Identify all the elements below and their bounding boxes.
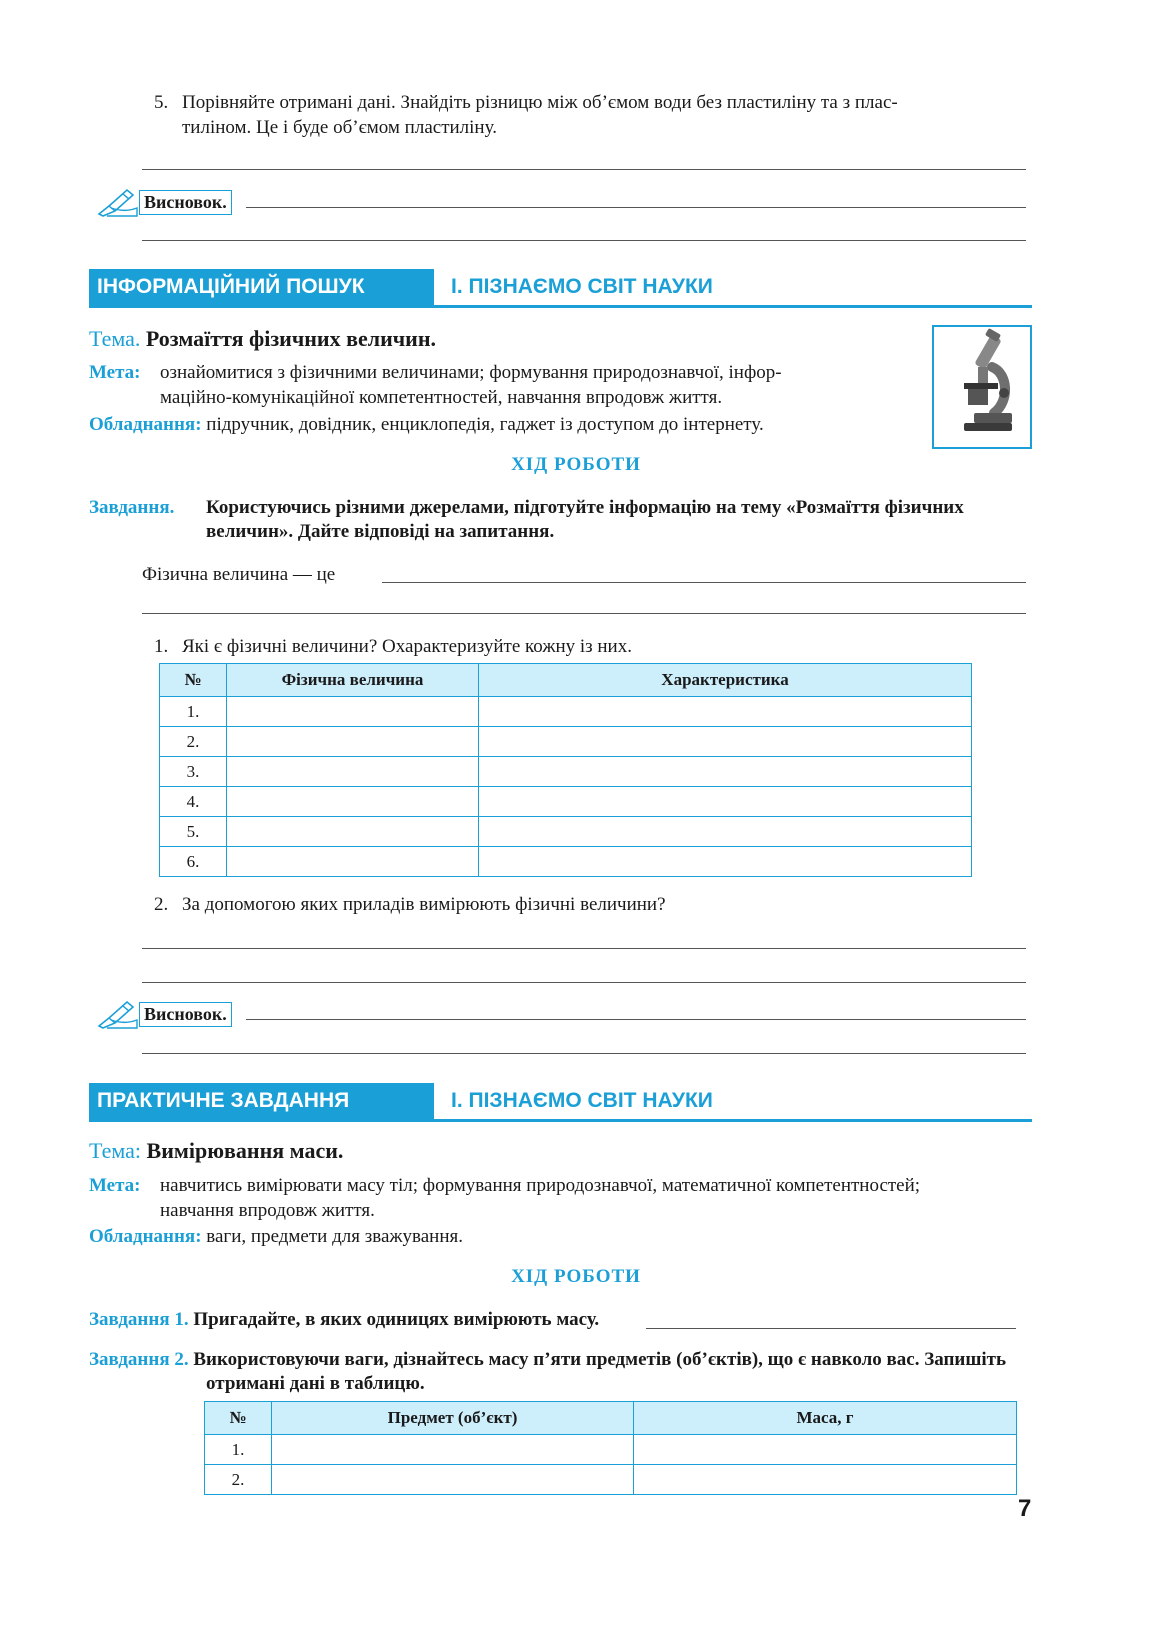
table-cell[interactable]: [227, 787, 479, 817]
conclusion-line[interactable]: [246, 1019, 1026, 1020]
equipment: [89, 412, 764, 437]
goal-line1: ознайомитися з фізичними величинами; формування природознавчої, інфор-: [160, 362, 782, 383]
table-cell[interactable]: [634, 1435, 1017, 1465]
table-cell[interactable]: [227, 727, 479, 757]
table-cell[interactable]: [479, 697, 972, 727]
mass-table: [204, 1401, 1017, 1495]
quantities-table: [159, 663, 972, 877]
definition-line[interactable]: [382, 582, 1026, 583]
table-row: [160, 757, 972, 787]
table-cell[interactable]: [479, 847, 972, 877]
table-row: [160, 727, 972, 757]
task2: [89, 1347, 1039, 1372]
answer-line[interactable]: [142, 1053, 1026, 1054]
table-header: №: [160, 664, 227, 697]
microscope-image: [932, 325, 1032, 449]
equipment: [89, 1224, 463, 1249]
goal-label: Мета:: [89, 362, 141, 383]
task2-label: Завдання 2.: [89, 1349, 189, 1370]
table-header: Характеристика: [479, 664, 972, 697]
table-cell[interactable]: [479, 787, 972, 817]
procedure-heading: ХІД РОБОТИ: [511, 1266, 641, 1287]
goal-line2: маційно-комунікаційної компетентностей, навчання впродовж життя.: [160, 387, 723, 408]
table-row: [160, 697, 972, 727]
table-row: [160, 787, 972, 817]
topic-label: Тема:: [89, 1138, 142, 1163]
task2-line2: отримані дані в таблицю.: [206, 1373, 425, 1394]
conclusion-label: Висновок.: [139, 1002, 232, 1027]
table-cell[interactable]: [227, 757, 479, 787]
goal-line1: навчитись вимірювати масу тіл; формування природознавчої, математичної компетентностей;: [160, 1175, 921, 1196]
pencil-hand-icon: [97, 186, 139, 218]
conclusion-block: [97, 186, 232, 218]
equipment-text: ваги, предмети для зважування.: [206, 1226, 463, 1247]
table-row: [205, 1435, 1017, 1465]
goal-label: Мета:: [89, 1175, 141, 1196]
section-title: ІНФОРМАЦІЙНИЙ ПОШУК: [89, 269, 434, 305]
row-number: 2.: [160, 727, 227, 757]
section-subtitle: І. ПІЗНАЄМО СВІТ НАУКИ: [451, 1089, 713, 1112]
item5-number: 5.: [154, 92, 169, 113]
definition-prompt: Фізична величина — це: [142, 564, 336, 585]
equipment-label: Обладнання:: [89, 414, 202, 435]
table-cell[interactable]: [479, 817, 972, 847]
q2-number: 2.: [154, 894, 169, 915]
task2-line1: Використовуючи ваги, дізнайтесь масу п’яти предметів (об’єктів), що є навколо вас. Запишіть: [193, 1349, 1007, 1370]
equipment-text: підручник, довідник, енциклопедія, гаджет із доступом до інтернету.: [206, 414, 764, 435]
section-header-practical: [89, 1083, 1032, 1122]
section-header-info-search: [89, 269, 1032, 308]
units-answer-line[interactable]: [646, 1328, 1016, 1329]
topic: [89, 325, 436, 353]
table-cell[interactable]: [479, 727, 972, 757]
table-header: Предмет (об’єкт): [272, 1402, 634, 1435]
table-header: Маса, г: [634, 1402, 1017, 1435]
q2-text: За допомогою яких приладів вимірюють фізичні величини?: [182, 894, 666, 915]
item5-line2: тиліном. Це і буде об’ємом пластиліну.: [182, 117, 497, 138]
task1-text: Пригадайте, в яких одиницях вимірюють масу.: [193, 1309, 600, 1330]
topic: [89, 1137, 343, 1165]
table-cell[interactable]: [272, 1465, 634, 1495]
q1-text: Які є фізичні величини? Охарактеризуйте кожну із них.: [182, 636, 632, 657]
table-row: [205, 1465, 1017, 1495]
conclusion-label: Висновок.: [139, 190, 232, 215]
answer-line[interactable]: [142, 240, 1026, 241]
equipment-label: Обладнання:: [89, 1226, 202, 1247]
task-line2: величин». Дайте відповіді на запитання.: [206, 521, 555, 542]
task1: [89, 1307, 599, 1332]
topic-text: Розмаїття фізичних величин.: [145, 326, 437, 351]
table-cell[interactable]: [227, 817, 479, 847]
section-subtitle: І. ПІЗНАЄМО СВІТ НАУКИ: [451, 275, 713, 298]
answer-line[interactable]: [142, 613, 1026, 614]
microscope-icon: [934, 327, 1030, 447]
row-number: 6.: [160, 847, 227, 877]
row-number: 1.: [205, 1435, 272, 1465]
row-number: 5.: [160, 817, 227, 847]
table-row: [160, 817, 972, 847]
page-number: 7: [1018, 1495, 1032, 1522]
answer-line[interactable]: [142, 169, 1026, 170]
row-number: 3.: [160, 757, 227, 787]
task1-label: Завдання 1.: [89, 1309, 189, 1330]
item5-line1: Порівняйте отримані дані. Знайдіть різницю між об’ємом води без пластиліну та з плас-: [182, 92, 898, 113]
table-cell[interactable]: [272, 1435, 634, 1465]
conclusion-line[interactable]: [246, 207, 1026, 208]
answer-line[interactable]: [142, 948, 1026, 949]
task-label: Завдання.: [89, 497, 175, 518]
section-title: ПРАКТИЧНЕ ЗАВДАННЯ: [89, 1083, 434, 1119]
pencil-hand-icon: [97, 998, 139, 1030]
table-header: Фізична величина: [227, 664, 479, 697]
goal-line2: навчання впродовж життя.: [160, 1200, 375, 1221]
procedure-heading: ХІД РОБОТИ: [511, 454, 641, 475]
row-number: 1.: [160, 697, 227, 727]
q1-number: 1.: [154, 636, 169, 657]
table-cell[interactable]: [227, 847, 479, 877]
task-line1: Користуючись різними джерелами, підготуйте інформацію на тему «Розмаїття фізичних: [206, 497, 964, 518]
row-number: 4.: [160, 787, 227, 817]
row-number: 2.: [205, 1465, 272, 1495]
table-row: [160, 847, 972, 877]
topic-label: Тема.: [89, 326, 141, 351]
answer-line[interactable]: [142, 982, 1026, 983]
topic-text: Вимірювання маси.: [146, 1138, 344, 1163]
table-cell[interactable]: [479, 757, 972, 787]
conclusion-block: [97, 998, 232, 1030]
table-cell[interactable]: [634, 1465, 1017, 1495]
table-header: №: [205, 1402, 272, 1435]
table-cell[interactable]: [227, 697, 479, 727]
